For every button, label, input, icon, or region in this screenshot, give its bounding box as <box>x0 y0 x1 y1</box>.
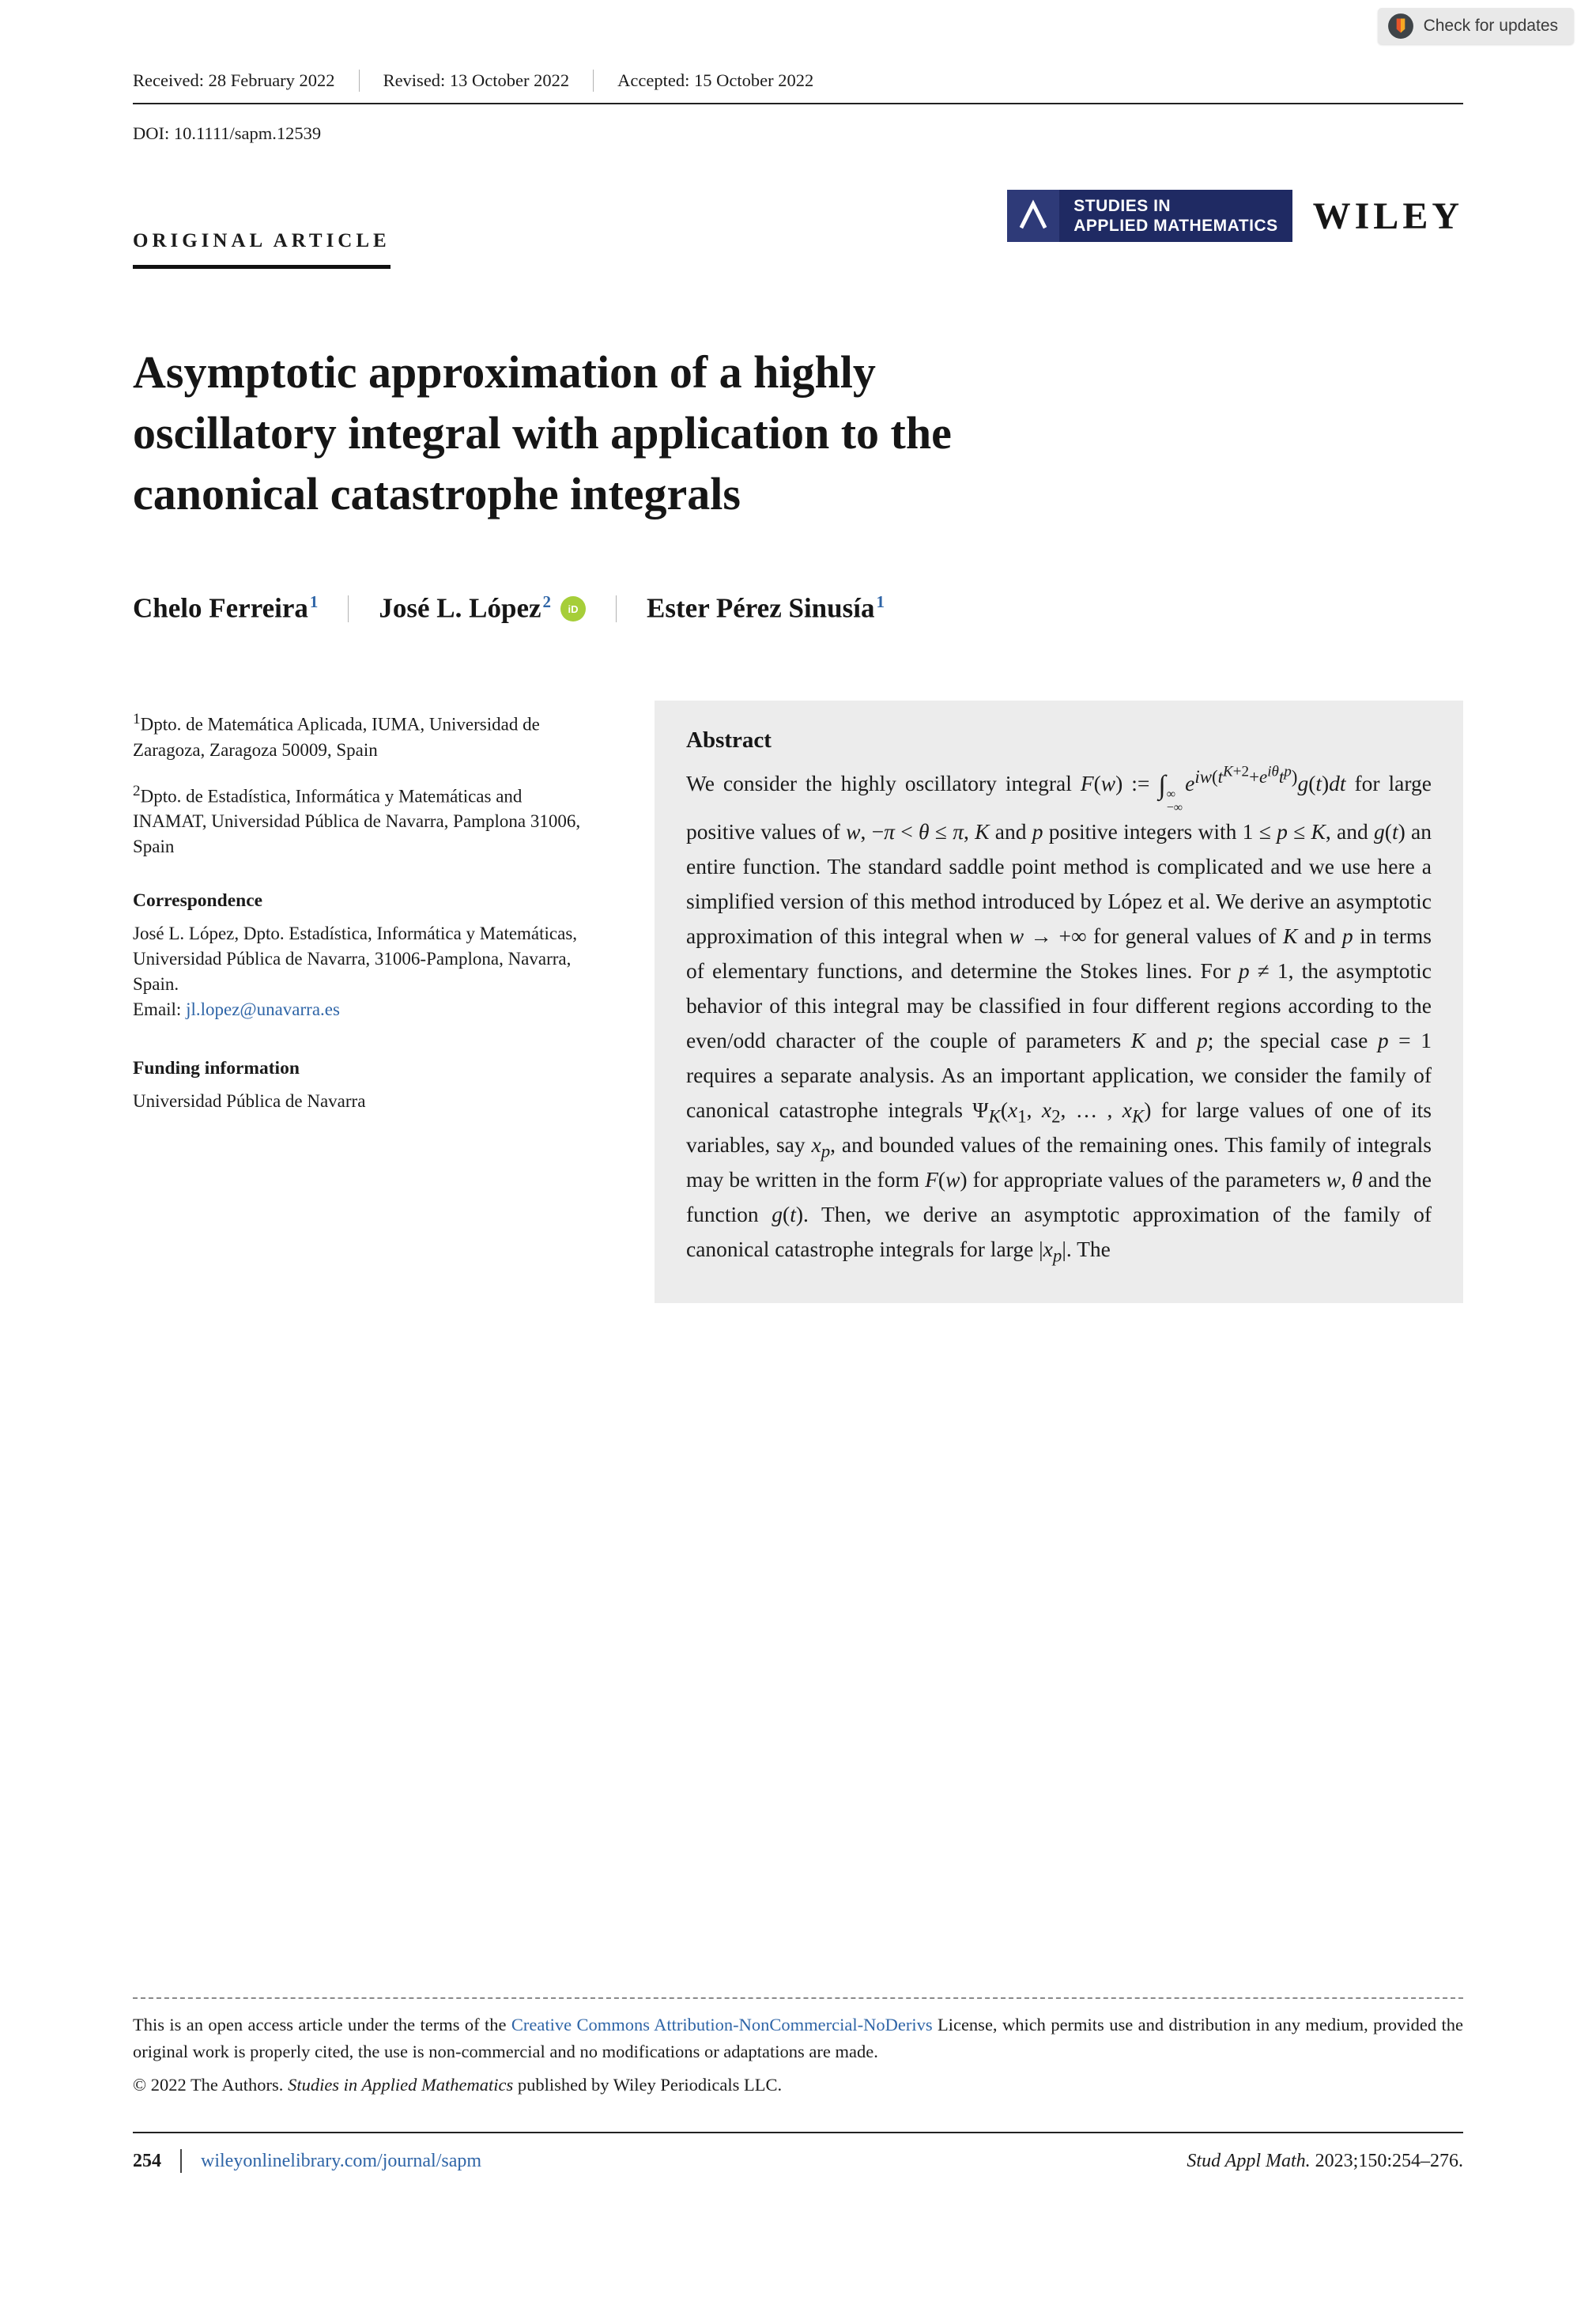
meta-divider <box>593 70 594 92</box>
abstract-heading: Abstract <box>686 727 772 754</box>
check-for-updates-label: Check for updates <box>1423 17 1558 35</box>
journal-logo <box>1007 190 1292 242</box>
author-affiliation-mark: 1 <box>876 592 885 612</box>
received-date: Received: 28 February 2022 <box>133 70 335 90</box>
correspondence-heading: Correspondence <box>133 890 263 912</box>
wiley-wordmark: WILEY <box>1312 195 1463 237</box>
email-link[interactable]: jl.lopez@unavarra.es <box>186 999 340 1020</box>
author-name: Ester Pérez Sinusía$^1$ <box>647 592 885 625</box>
crossmark-icon <box>1387 13 1414 40</box>
authors-row <box>133 592 1463 625</box>
open-access-note: This is an open access article under the terms of the Creative Commons Attribution-NonCommercial-NoDerivs License, which permits use and distribution in any medium, provided the original work is properly cited, the use is non-commercial and no modifications or adaptations are made. <box>133 2015 1463 2061</box>
affiliation-item <box>133 779 599 860</box>
page-number: 254 <box>133 2150 161 2171</box>
affiliation-mark: 1 <box>133 711 141 728</box>
article-title <box>133 342 1366 524</box>
author-name: José L. López$^2$ <box>379 592 552 625</box>
revised-date: Revised: 13 October 2022 <box>383 70 570 90</box>
journal-logo-icon <box>1007 190 1059 242</box>
svg-text:iD: iD <box>568 603 579 615</box>
article-title-line: oscillatory integral with application to the <box>133 407 952 459</box>
accepted-date: Accepted: 15 October 2022 <box>617 70 814 90</box>
correspondence-text: José L. López, Dpto. Estadística, Informática y Matemáticas, Universidad Pública de Navarra, 31006-Pamplona, Navarra, Spain. <box>133 924 578 995</box>
dates-row <box>133 0 1463 92</box>
meta-divider <box>359 70 360 92</box>
page-footer <box>133 1997 1463 2173</box>
main-columns <box>133 701 1463 1303</box>
article-title-line: Asymptotic approximation of a highly <box>133 346 876 398</box>
journal-name-line1: STUDIES IN <box>1073 197 1172 215</box>
article-title-line: canonical catastrophe integrals <box>133 468 741 520</box>
author-affiliation-mark: 1 <box>309 592 319 612</box>
affiliation-item <box>133 707 599 763</box>
footer-divider <box>180 2149 182 2173</box>
funding-text: Universidad Pública de Navarra <box>133 1091 366 1112</box>
cc-license-link[interactable]: Creative Commons Attribution-NonCommercial-NoDerivs <box>511 2015 933 2034</box>
journal-brand <box>1007 190 1463 242</box>
check-for-updates-badge[interactable] <box>1378 8 1574 44</box>
dashed-divider <box>133 1997 1463 1999</box>
funding-heading: Funding information <box>133 1058 300 1079</box>
orcid-icon[interactable] <box>560 596 586 621</box>
article-type-label: ORIGINAL ARTICLE <box>133 230 391 269</box>
journal-url-link[interactable]: wileyonlinelibrary.com/journal/sapm <box>201 2150 482 2171</box>
journal-name-italic: Studies in Applied Mathematics <box>288 2075 514 2095</box>
author-divider <box>348 595 349 622</box>
author-affiliation-mark: 2 <box>542 592 552 612</box>
sidebar-column <box>133 701 599 1130</box>
affiliation-text: Dpto. de Matemática Aplicada, IUMA, Universidad de Zaragoza, Zaragoza 50009, Spain <box>133 714 540 760</box>
affiliation-text: Dpto. de Estadística, Informática y Matemáticas and INAMAT, Universidad Pública de Navarra, Pamplona 31006, Spain <box>133 786 581 857</box>
abstract-body: We consider the highly oscillatory integral F(w) := ∫ ∞ −∞ $e^{iw(t^{K+2}+e^{i\theta}t^p)}g(t)dt$ for large positive values of w, −π < θ ≤ π, K and p positive integers with 1 ≤ p ≤ K, and g(t) an entire function. The standard saddle point method is complicated and we use here a simplified version of this method introduced by López et al. We derive an asymptotic approximation of this integral when w → +∞ for general values of K and p in terms of elementary functions, and determine the Stokes lines. For p ≠ 1, the asymptotic behavior of this integral may be classified in four different regions according to the even/odd character of the couple of parameters K and p; the special case p = 1 requires a separate analysis. As an important application, we consider the family of canonical catastrophe integrals $\Psi_K(x_1$, $x_2$, … , $x_K$) for large values of one of its variables, say $x_p$, and bounded values of the remaining ones. This family of integrals may be written in the form F(w) for appropriate values of the parameters w, θ and the function g(t). Then, we derive an asymptotic approximation of the family of canonical catastrophe integrals for large $|x_p|$. The <box>686 763 1432 1266</box>
header-rule <box>133 103 1463 104</box>
affiliation-mark: 2 <box>133 782 141 799</box>
brand-row <box>133 190 1463 269</box>
email-label: Email: <box>133 999 187 1020</box>
abstract-panel <box>655 701 1463 1303</box>
author-name: Chelo Ferreira$^1$ <box>133 592 319 625</box>
doi-text: DOI: 10.1111/sapm.12539 <box>133 123 322 143</box>
citation-text: Stud Appl Math. 2023;150:254–276. <box>1187 2150 1463 2171</box>
copyright-note: © 2022 The Authors. Studies in Applied Mathematics published by Wiley Periodicals LLC. <box>133 2075 783 2095</box>
journal-name-line2: APPLIED MATHEMATICS <box>1073 217 1278 235</box>
footer-bar <box>133 2132 1463 2173</box>
email-line <box>133 997 599 1022</box>
author-divider <box>616 595 617 622</box>
